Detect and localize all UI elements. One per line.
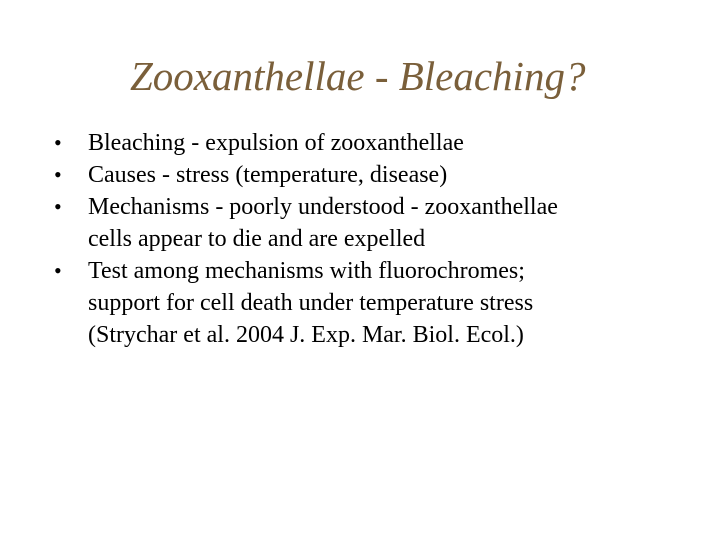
- bullet-item: [54, 127, 694, 159]
- bullet-list: [54, 127, 694, 351]
- bullet-item: [54, 191, 694, 255]
- bullet-text: [88, 127, 694, 159]
- bullet-line: cells appear to die and are expelled: [88, 226, 426, 252]
- bullet-text: [88, 159, 694, 191]
- bullet-icon: •: [54, 258, 62, 283]
- bullet-icon: •: [54, 194, 62, 219]
- bullet-item: [54, 255, 694, 351]
- bullet-icon: •: [54, 162, 62, 187]
- bullet-icon: •: [54, 130, 62, 155]
- bullet-line: support for cell death under temperature stress: [88, 290, 534, 316]
- bullet-text: [88, 255, 694, 351]
- bullet-item: [54, 159, 694, 191]
- bullet-line: Test among mechanisms with fluorochromes;: [88, 258, 525, 284]
- bullet-text: [88, 191, 694, 255]
- bullet-line: Bleaching - expulsion of zooxanthellae: [88, 130, 464, 156]
- slide-title: Zooxanthellae - Bleaching?: [130, 53, 586, 99]
- bullet-line: Causes - stress (temperature, disease): [88, 162, 448, 188]
- bullet-line: Mechanisms - poorly understood - zooxanthellae: [88, 194, 558, 220]
- bullet-line: (Strychar et al. 2004 J. Exp. Mar. Biol. Ecol.): [88, 322, 524, 348]
